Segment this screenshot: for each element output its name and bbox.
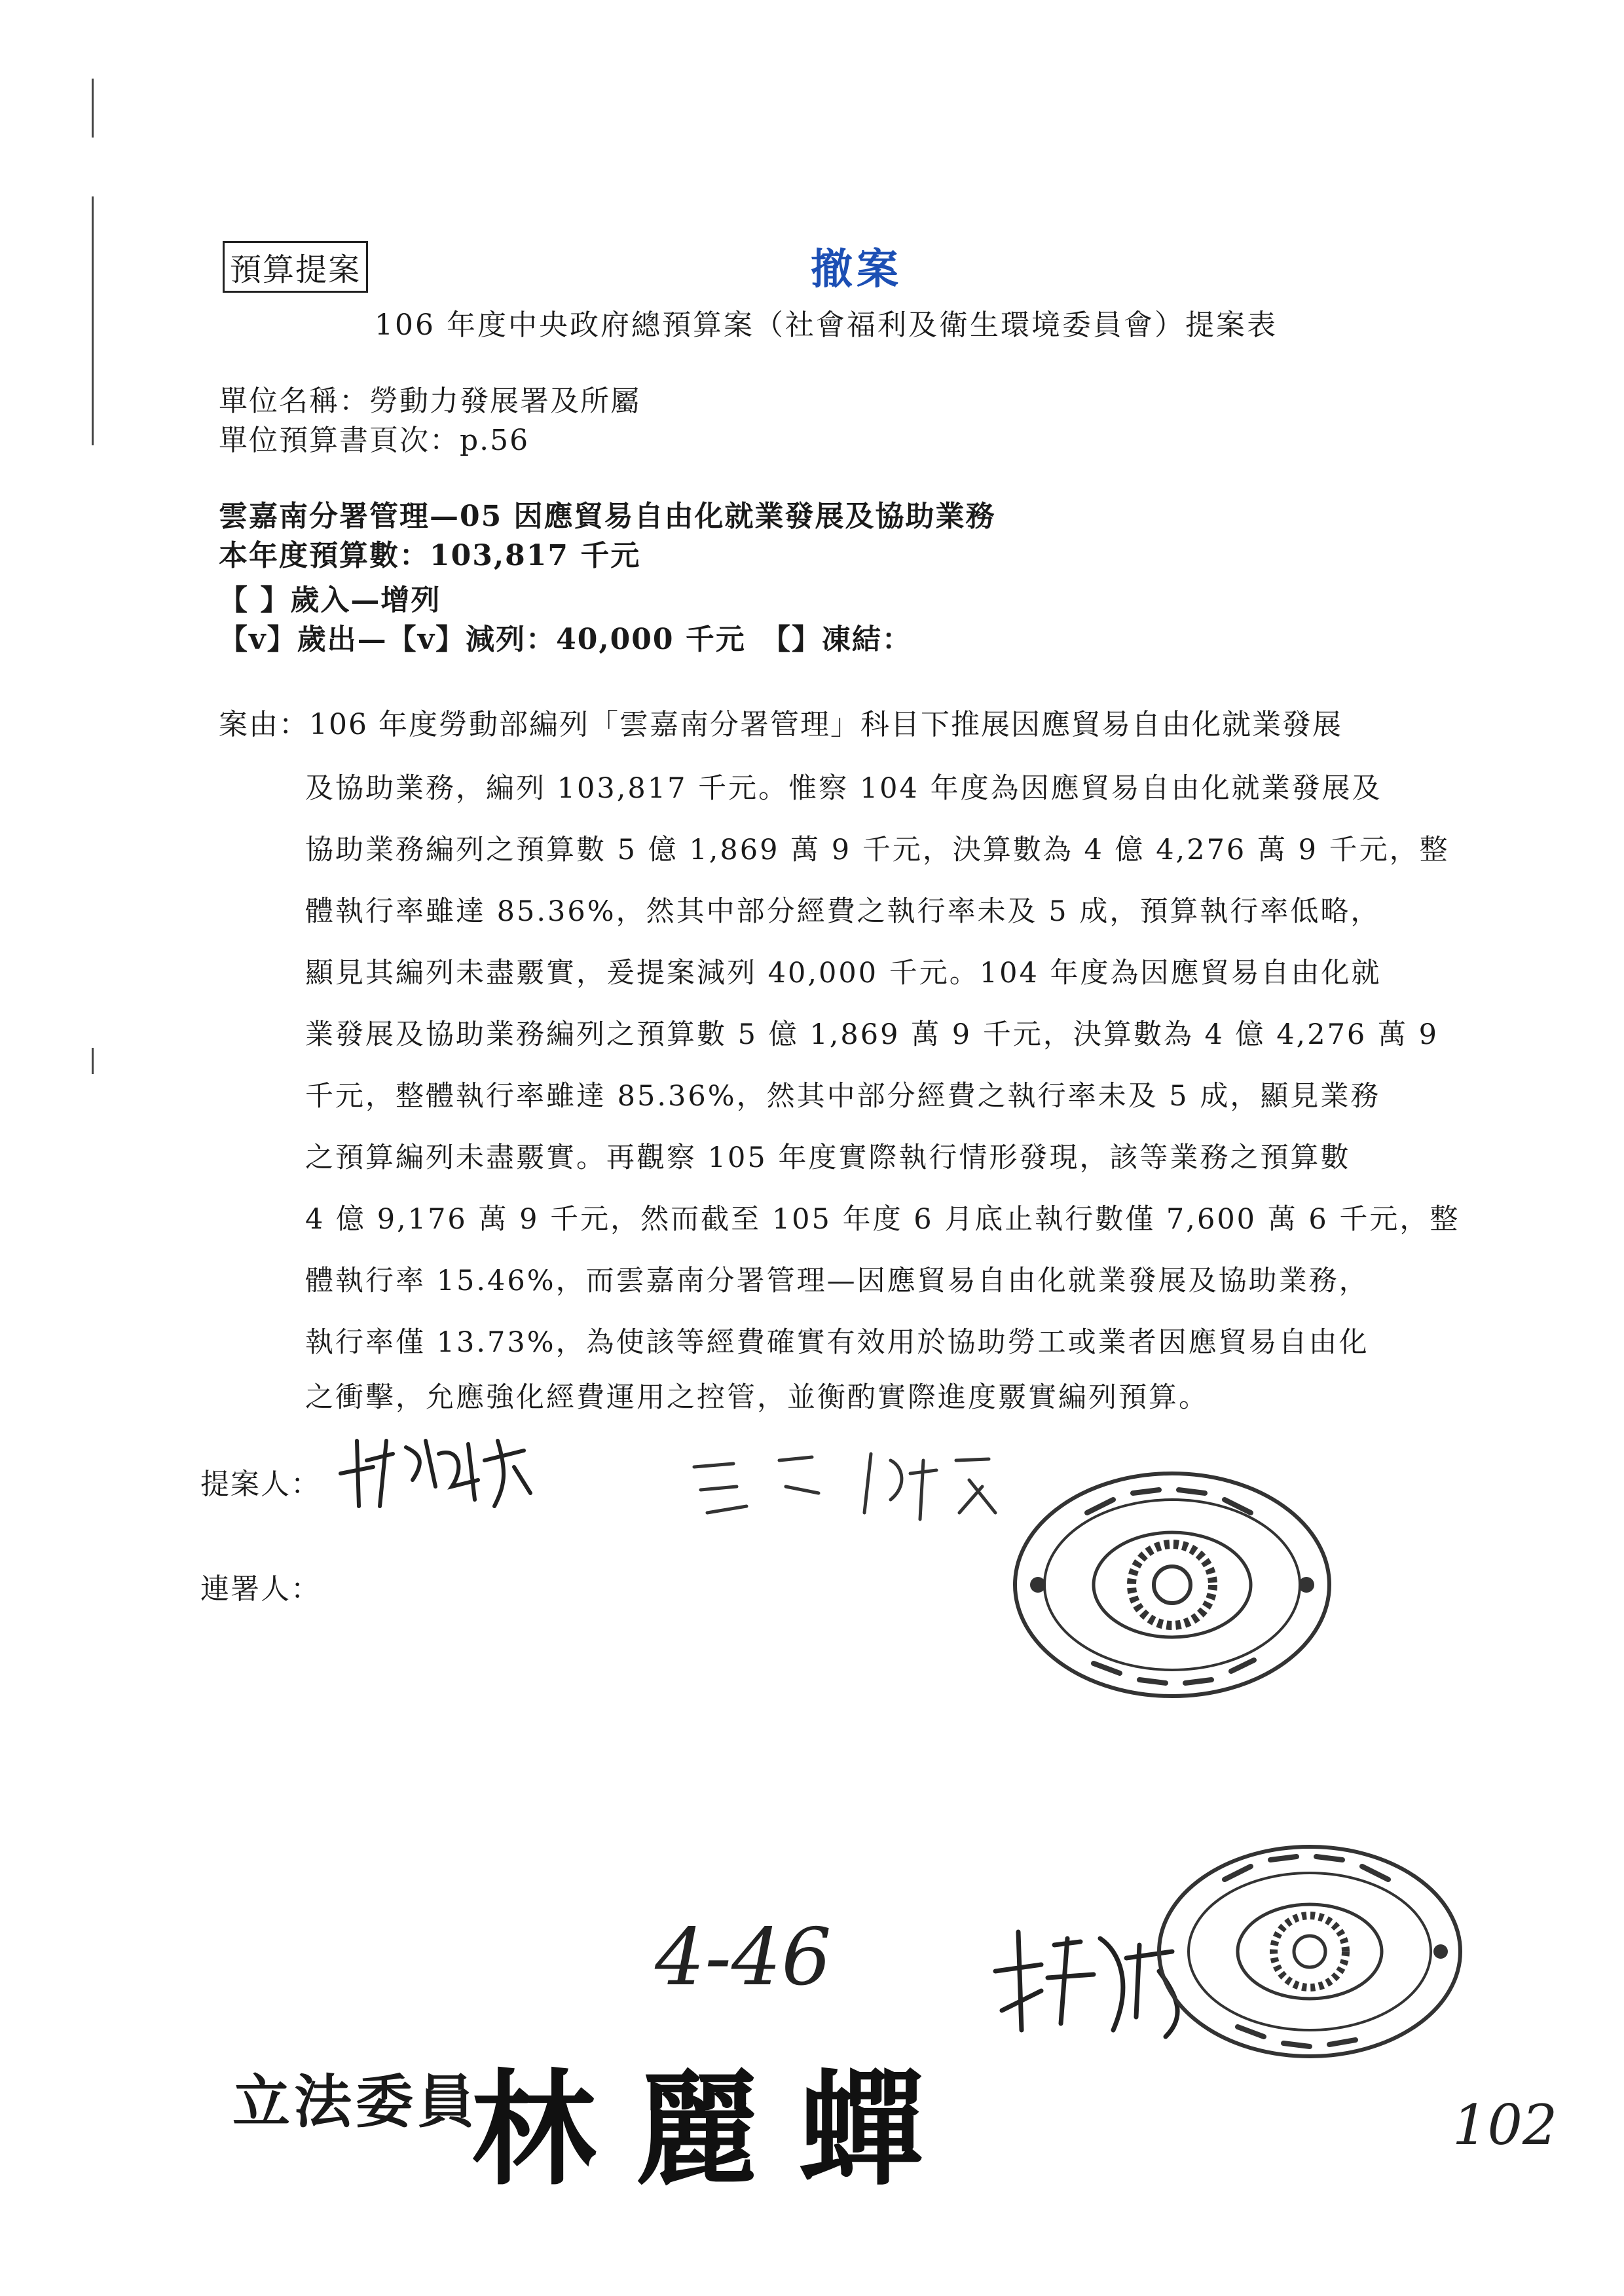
reason-line: 顯見其編列未盡覈實，爰提案減列 40,000 千元。104 年度為因應貿易自由化就 [305,957,1382,990]
reason-line: 之預算編列未盡覈實。再觀察 105 年度實際執行情形發現，該等業務之預算數 [305,1141,1351,1174]
proposer-label: 提案人： [200,1468,321,1501]
scan-mark [92,1048,94,1074]
reason-line: 體執行率 15.46%，而雲嘉南分署管理—因應貿易自由化就業發展及協助業務， [305,1265,1369,1297]
reason-line: 4 億 9,176 萬 9 千元，然而截至 105 年度 6 月底止執行數僅 7,600 萬 6 千元，整 [305,1203,1460,1236]
unit-name: 單位名稱：勞動力發展署及所屬 [219,384,640,418]
budget-proposal-tag: 預算提案 [223,241,368,293]
legislator-label: 立法委員 [232,2067,479,2136]
withdrawn-status: 撤案 [811,245,902,294]
program-title: 雲嘉南分署管理—05 因應貿易自由化就業發展及協助業務 [219,500,996,533]
legislator-name: 林麗蟬 [471,2056,963,2202]
cosigner-signature [681,1441,1022,1539]
page-number: 102 [1452,2093,1558,2157]
budget-amount: 本年度預算數：103,817 千元 [219,539,641,572]
reason-line: 之衝擊，允應強化經費運用之控管，並衡酌實際進度覈實編列預算。 [305,1381,1209,1414]
legislative-yuan-seal-bottom [1153,1840,1467,2063]
reason-line: 體執行率雖達 85.36%，然其中部分經費之執行率未及 5 成，預算執行率低略， [305,895,1381,928]
scan-mark [92,79,94,138]
reason-line: 千元，整體執行率雖達 85.36%，然其中部分經費之執行率未及 5 成，顯見業務 [305,1080,1381,1113]
reason-line: 協助業務編列之預算數 5 億 1,869 萬 9 千元，決算數為 4 億 4,276 萬 9 千元，整 [305,834,1450,866]
reason-line: 業發展及協助業務編列之預算數 5 億 1,869 萬 9 千元，決算數為 4 億 4,276 萬 9 [305,1018,1439,1051]
reason-first-line [219,701,1342,743]
expenditure-line: 【v】歲出—【v】減列：40,000 千元 【】凍結： [219,623,912,656]
revenue-line: 【 】歲入—增列 [219,583,441,617]
cosigner-label: 連署人： [200,1572,321,1606]
proposer-signature [327,1415,544,1519]
scan-mark [92,196,94,445]
reason-text: 106 年度勞動部編列「雲嘉南分署管理」科目下推展因應貿易自由化就業發展 [309,708,1342,741]
legislative-yuan-seal [1008,1467,1336,1703]
document-title: 106 年度中央政府總預算案（社會福利及衛生環境委員會）提案表 [375,308,1278,342]
reason-line: 及協助業務，編列 103,817 千元。惟察 104 年度為因應貿易自由化就業發展及 [305,772,1382,805]
page-code: 4-46 [655,1912,832,2003]
reason-line: 執行率僅 13.73%，為使該等經費確實有效用於協助勞工或業者因應貿易自由化 [305,1326,1369,1359]
unit-budget-page: 單位預算書頁次：p.56 [219,424,530,457]
reason-label: 案由： [219,708,309,741]
